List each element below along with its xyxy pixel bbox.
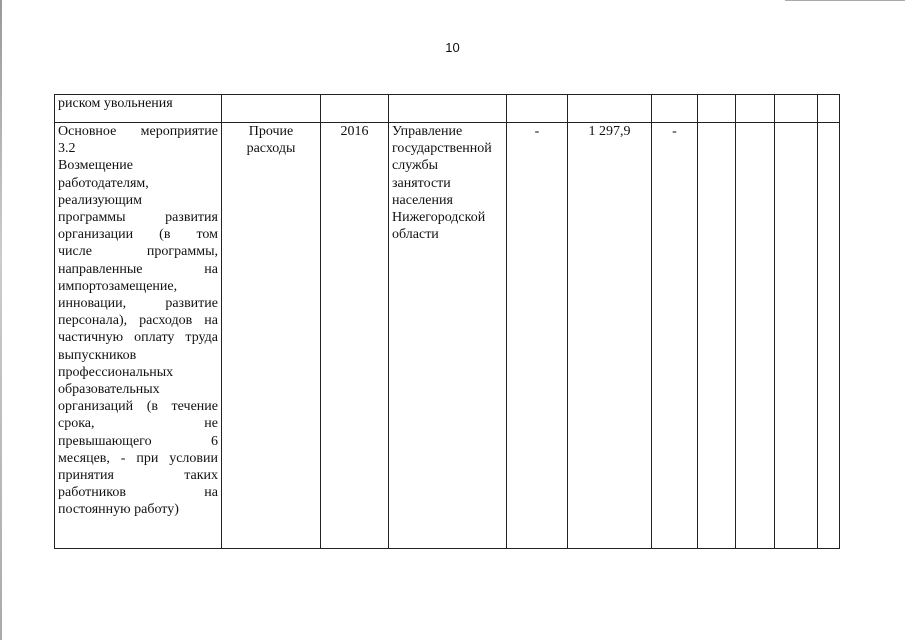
empty-cell bbox=[321, 95, 389, 123]
description-line: срока, не bbox=[58, 416, 218, 432]
description-line: числе программы, bbox=[58, 244, 218, 260]
funding-source bbox=[225, 123, 317, 157]
executor-line: области bbox=[392, 227, 439, 243]
description-line: профессиональных bbox=[58, 364, 174, 380]
executor-line: населения bbox=[392, 192, 453, 208]
description-line: постоянную работу) bbox=[58, 502, 179, 518]
empty-cell bbox=[507, 95, 568, 123]
empty-cell bbox=[818, 123, 840, 549]
description-line: организаций (в течение bbox=[58, 399, 218, 415]
empty-cell bbox=[568, 95, 652, 123]
executor-line: службы bbox=[392, 158, 439, 174]
activity-description bbox=[58, 123, 218, 519]
value-col7: - bbox=[672, 124, 677, 139]
executor-line: Управление bbox=[392, 124, 463, 139]
empty-cell bbox=[736, 123, 775, 549]
description-line: организации (в том bbox=[58, 227, 218, 243]
description-line: работодателям, bbox=[58, 175, 149, 191]
empty-cell bbox=[736, 95, 775, 123]
description-line: принятия таких bbox=[58, 468, 218, 484]
continuation-text: риском увольнения bbox=[58, 96, 173, 111]
empty-cell bbox=[698, 95, 736, 123]
page-edge-top bbox=[785, 0, 905, 1]
value-col5: - bbox=[534, 124, 540, 139]
table-row-activity-3-2 bbox=[55, 123, 840, 549]
description-line: программы развития bbox=[58, 210, 218, 226]
value-col7-cell bbox=[652, 123, 698, 549]
description-line: инновации, развитие bbox=[58, 296, 218, 312]
empty-cell bbox=[818, 95, 840, 123]
year-value: 2016 bbox=[340, 124, 369, 139]
empty-cell bbox=[775, 95, 818, 123]
funding-source-line: расходы bbox=[246, 141, 296, 157]
value-col6-cell bbox=[568, 123, 652, 549]
page-edge-left bbox=[0, 0, 2, 640]
description-line: месяцев, - при условии bbox=[58, 450, 218, 466]
description-line: направленные на bbox=[58, 261, 218, 277]
funding-source-cell bbox=[222, 123, 321, 549]
page-number: 10 bbox=[445, 40, 460, 55]
empty-cell bbox=[652, 95, 698, 123]
description-line: персонала), расходов на bbox=[58, 313, 218, 329]
activity-description-cell bbox=[55, 123, 222, 549]
empty-cell bbox=[775, 123, 818, 549]
description-line: 3.2 bbox=[58, 141, 76, 157]
description-line: реализующим bbox=[58, 192, 143, 208]
program-table bbox=[54, 94, 840, 549]
description-line: образовательных bbox=[58, 382, 160, 398]
description-line: превышающего 6 bbox=[58, 433, 218, 449]
executor-line: Нижегородской bbox=[392, 210, 486, 226]
value-col5-cell bbox=[507, 123, 568, 549]
executor-cell bbox=[389, 123, 507, 549]
executor bbox=[392, 123, 503, 243]
funding-source-line: Прочие bbox=[248, 124, 294, 139]
description-line: выпускников bbox=[58, 347, 137, 363]
table-row-continuation bbox=[55, 95, 840, 123]
empty-cell bbox=[222, 95, 321, 123]
description-line: работников на bbox=[58, 485, 218, 501]
description-line: импортозамещение, bbox=[58, 278, 178, 294]
executor-line: государственной bbox=[392, 141, 492, 157]
year-cell bbox=[321, 123, 389, 549]
continuation-cell bbox=[55, 95, 222, 123]
description-line: Основное мероприятие bbox=[58, 124, 218, 139]
empty-cell bbox=[389, 95, 507, 123]
description-line: Возмещение bbox=[58, 158, 133, 174]
empty-cell bbox=[698, 123, 736, 549]
executor-line: занятости bbox=[392, 175, 451, 191]
value-col6: 1 297,9 bbox=[588, 124, 631, 139]
description-line: частичную оплату труда bbox=[58, 330, 218, 346]
